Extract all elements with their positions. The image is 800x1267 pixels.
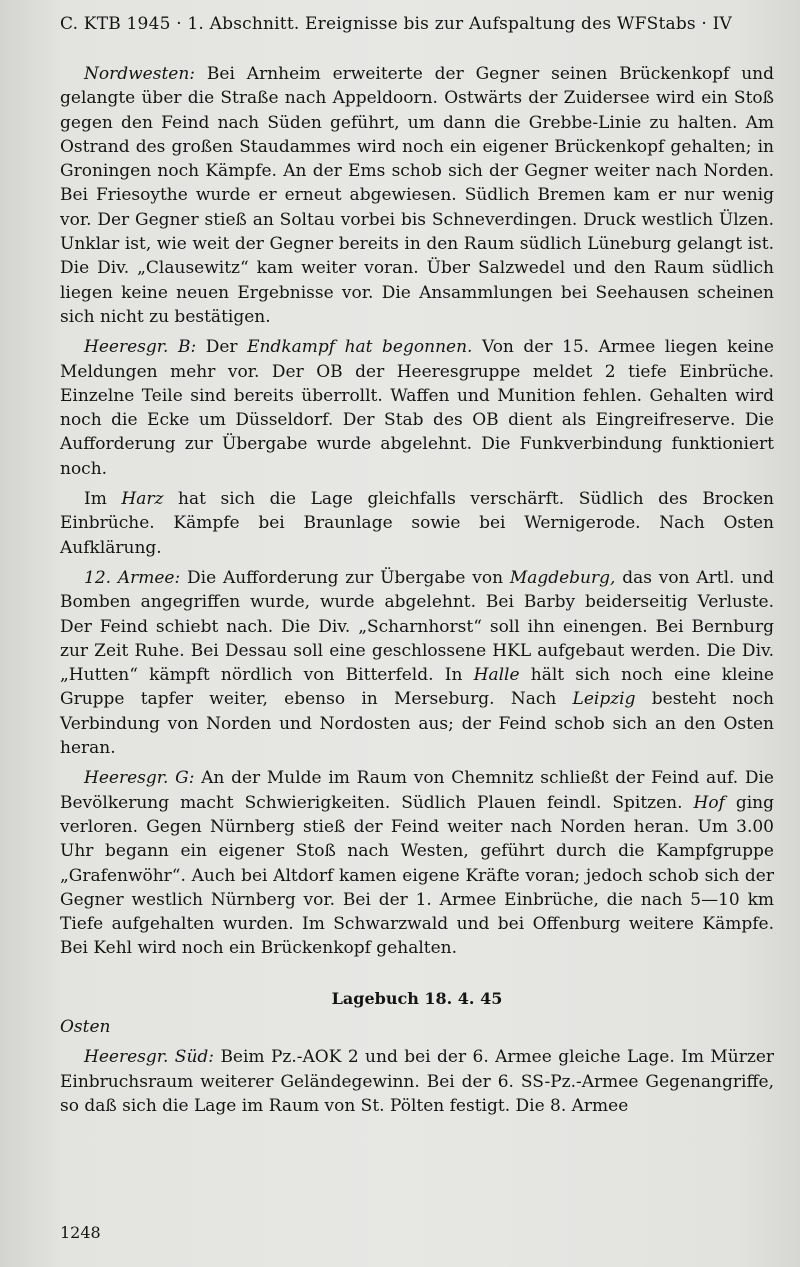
paragraph-heeresgr-b: Heeresgr. B: Der Endkampf hat begonnen. Von der 15. Armee liegen keine Meldungen mehr vor. Der OB der Heeresgruppe meldet 2 tiefe Einbrüche. Einzelne Teile sind bereits überrollt. Waffen und Munition fehlen. Gehalten wird noch die Ecke um Düsseldorf. Der Stab des OB dient als Eingreifreserve. Die Aufforderung zur Übergabe wurde abgelehnt. Die Funkverbindung funktioniert noch. [60, 337, 774, 479]
section-subheading: Osten [60, 1016, 111, 1037]
paragraph-lead: Nordwesten: [84, 64, 196, 84]
paragraph-lead: 12. Armee: [84, 567, 181, 588]
paragraph-heeresgr-sued: Heeresgr. Süd: Beim Pz.-AOK 2 und bei der 6. Armee gleiche Lage. Im Mürzer Einbruchsraum weiterer Geländegewinn. Bei der 6. SS-Pz.-Armee Gegenangriffe, so daß sich die Lage im Raum von St. Pölten festigt. Die 8. Armee [60, 1047, 775, 1116]
paragraph-nordwesten: Nordwesten: Bei Arnheim erweiterte der Gegner seinen Brückenkopf und gelangte über die Straße nach Appeldoorn. Ostwärts der Zuidersee wird ein Stoß gegen den Feind nach Süden geführt, um dann die Grebbe-Linie zu halten. Am Ostrand des großen Staudammes wird noch ein eigener Brückenkopf gehalten; in Groningen noch Kämpfe. An der Ems schob sich der Gegner weiter nach Norden. Bei Friesoythe wurde er erneut abgewiesen. Südlich Bremen kam er nur wenig vor. Der Gegner stieß an Soltau vorbei bis Schneverdingen. Druck westlich Ülzen. Unklar ist, wie weit der Gegner bereits in den Raum südlich Lüneburg gelangt ist. Die Div. „Clausewitz“ kam weiter voran. Über Salzwedel und den Raum südlich liegen keine neuen Ergebnisse vor. Die Ansammlungen bei Seehausen scheinen sich nicht zu bestätigen. [60, 64, 774, 327]
running-head: C. KTB 1945 · 1. Abschnitt. Ereignisse bis zur Aufspaltung des WFStabs · IV [60, 14, 733, 34]
body-text [60, 62, 774, 1124]
paragraph-12-armee: 12. Armee: Die Aufforderung zur Übergabe von Magdeburg, das von Artl. und Bomben angegriffen wurde, wurde abgelehnt. Bei Barby beiderseitig Verluste. Der Feind schiebt nach. Die Div. „Scharnhorst“ soll ihn einengen. Bei Bernburg zur Zeit Ruhe. Bei Dessau soll eine geschlossene HKL aufgebaut werden. Die Div. „Hutten“ kämpft nördlich von Bitterfeld. In Halle hält sich noch eine kleine Gruppe tapfer weiter, ebenso in Merseburg. Nach Leipzig besteht noch Verbindung von Norden und Nordosten aus; der Feind schob sich an den Osten heran. [60, 567, 775, 759]
paragraph-lead: Heeresgr. B: [84, 337, 197, 358]
paragraph-lead: Heeresgr. Süd: [84, 1047, 215, 1068]
section-heading: Lagebuch 18. 4. 45 [331, 988, 503, 1008]
paragraph-lead: Harz [121, 489, 164, 510]
page-number: 1248 [60, 1223, 101, 1242]
paragraph-heeresgr-g: Heeresgr. G: An der Mulde im Raum von Chemnitz schließt der Feind auf. Die Bevölkerung macht Schwierigkeiten. Südlich Plauen feindl. Spitzen. Hof ging verloren. Gegen Nürnberg stieß der Feind weiter nach Norden heran. Um 3.00 Uhr begann ein eigener Stoß nach Westen, geführt durch die Kampfgruppe „Grafenwöhr“. Auch bei Altdorf kamen eigene Kräfte voran; jedoch schob sich der Gegner westlich Nürnberg vor. Bei der 1. Armee Einbrüche, die nach 5—10 km Tiefe aufgehalten wurden. Im Schwarzwald und bei Offenburg weitere Kämpfe. Bei Kehl wird noch ein Brückenkopf gehalten. [60, 768, 774, 959]
paragraph-harz: Im Harz hat sich die Lage gleichfalls verschärft. Südlich des Brocken Einbrüche. Kämpfe bei Braunlage sowie bei Wernigerode. Nach Osten Aufklärung. [60, 489, 775, 558]
paragraph-lead: Heeresgr. G: [84, 768, 195, 789]
